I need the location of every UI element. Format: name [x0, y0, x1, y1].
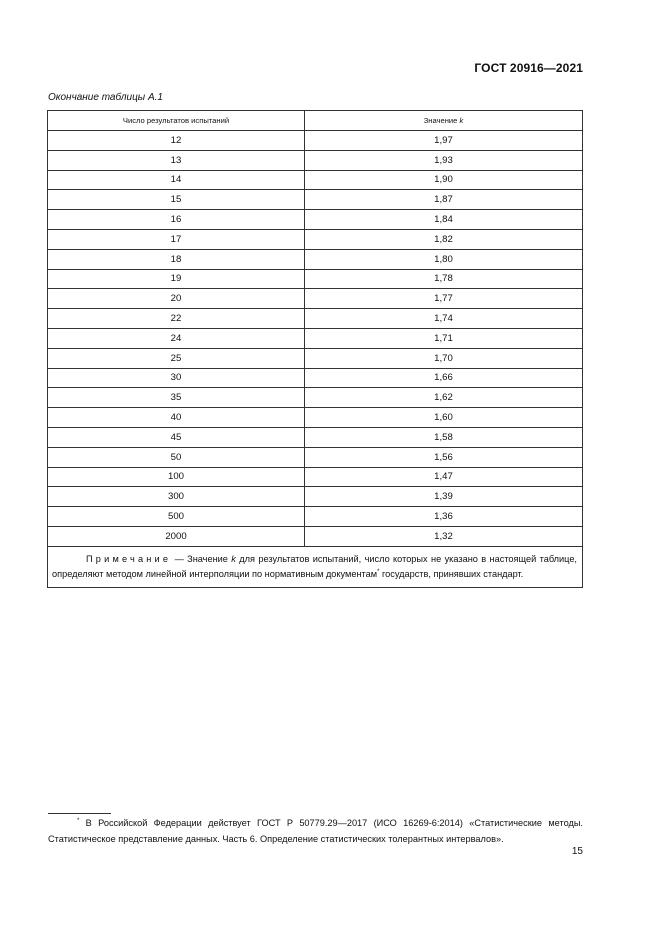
cell-test-count: 35 [48, 388, 305, 408]
values-table [47, 110, 583, 588]
cell-k-value: 1,78 [305, 269, 583, 289]
footnote-divider [48, 813, 111, 814]
cell-test-count: 22 [48, 309, 305, 329]
cell-k-value: 1,70 [305, 348, 583, 368]
cell-test-count: 300 [48, 487, 305, 507]
cell-test-count: 40 [48, 408, 305, 428]
table-row [48, 190, 583, 210]
table-row [48, 368, 583, 388]
table-row [48, 229, 583, 249]
cell-test-count: 17 [48, 229, 305, 249]
cell-k-value: 1,60 [305, 408, 583, 428]
cell-test-count: 15 [48, 190, 305, 210]
cell-k-value: 1,80 [305, 249, 583, 269]
cell-k-value: 1,77 [305, 289, 583, 309]
table-row [48, 289, 583, 309]
cell-test-count: 2000 [48, 526, 305, 546]
cell-k-value: 1,56 [305, 447, 583, 467]
table-row [48, 388, 583, 408]
table-row [48, 487, 583, 507]
table-body [48, 131, 583, 547]
table-row [48, 526, 583, 546]
cell-test-count: 24 [48, 328, 305, 348]
standard-code: ГОСТ 20916—2021 [474, 61, 583, 75]
note-text: для результатов испытаний, число которых не указано в настоящей таблице, определяют методом линейной интерполяции по нормативным документам [52, 553, 577, 579]
table-row [48, 249, 583, 269]
table-header-row [48, 111, 583, 131]
table-row [48, 328, 583, 348]
cell-test-count: 18 [48, 249, 305, 269]
table-note [48, 546, 583, 587]
table-row [48, 210, 583, 230]
cell-test-count: 16 [48, 210, 305, 230]
cell-k-value: 1,97 [305, 131, 583, 151]
cell-test-count: 20 [48, 289, 305, 309]
table-row [48, 150, 583, 170]
table-row [48, 408, 583, 428]
note-k-symbol: k [231, 553, 236, 564]
footnote [48, 816, 583, 847]
k-symbol: k [459, 116, 464, 125]
cell-test-count: 50 [48, 447, 305, 467]
cell-k-value: 1,82 [305, 229, 583, 249]
cell-k-value: 1,84 [305, 210, 583, 230]
footnote-mark: * [77, 817, 80, 824]
table-row [48, 447, 583, 467]
table-row [48, 131, 583, 151]
note-text-end: государств, принявших стандарт. [379, 568, 524, 579]
table-row [48, 467, 583, 487]
column-header-k [305, 111, 583, 131]
cell-k-value: 1,93 [305, 150, 583, 170]
table-row [48, 348, 583, 368]
cell-test-count: 19 [48, 269, 305, 289]
cell-k-value: 1,87 [305, 190, 583, 210]
cell-k-value: 1,32 [305, 526, 583, 546]
table-row [48, 269, 583, 289]
cell-k-value: 1,66 [305, 368, 583, 388]
cell-test-count: 14 [48, 170, 305, 190]
table-row [48, 309, 583, 329]
cell-test-count: 30 [48, 368, 305, 388]
cell-k-value: 1,58 [305, 427, 583, 447]
cell-k-value: 1,36 [305, 507, 583, 527]
cell-k-value: 1,62 [305, 388, 583, 408]
cell-test-count: 45 [48, 427, 305, 447]
cell-test-count: 500 [48, 507, 305, 527]
column-header-k-label: Значение [423, 116, 458, 125]
table-row [48, 170, 583, 190]
note-footnote-mark: * [377, 568, 380, 575]
cell-test-count: 25 [48, 348, 305, 368]
column-header-count: Число результатов испытаний [48, 111, 305, 131]
cell-k-value: 1,74 [305, 309, 583, 329]
cell-k-value: 1,47 [305, 467, 583, 487]
note-label: Примечание [86, 553, 172, 564]
table-row [48, 507, 583, 527]
cell-k-value: 1,71 [305, 328, 583, 348]
page-number: 15 [571, 846, 583, 857]
cell-test-count: 13 [48, 150, 305, 170]
note-row [48, 546, 583, 587]
note-dash: — Значение [171, 553, 232, 564]
cell-k-value: 1,90 [305, 170, 583, 190]
footnote-text: В Российской Федерации действует ГОСТ Р 50779.29—2017 (ИСО 16269-6:2014) «Статистические методы. Статистическое представление данных. Часть 6. Определение статистических толерантных интервалов». [48, 818, 583, 844]
cell-test-count: 12 [48, 131, 305, 151]
table-caption: Окончание таблицы А.1 [48, 92, 163, 103]
table-row [48, 427, 583, 447]
cell-k-value: 1,39 [305, 487, 583, 507]
cell-test-count: 100 [48, 467, 305, 487]
